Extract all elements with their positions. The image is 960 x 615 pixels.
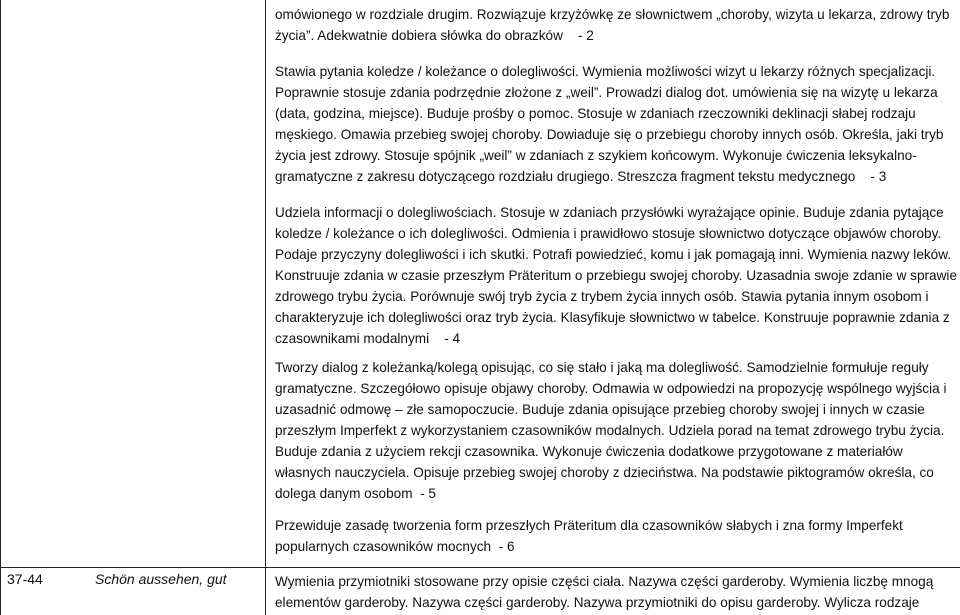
table-cell-block-2 xyxy=(275,61,960,187)
table-cell-block-3 xyxy=(275,202,960,349)
requirement-paragraph xyxy=(275,357,960,504)
requirement-text: Udziela informacji o dolegliwościach. Stosuje w zdaniach przysłówki wyrażające opinie. Buduje zdania pytające koledze / koleżance o ich dolegliwości. Odmienia i prawidłowo stosuje słownictwo dotyczące objawów choroby. Podaje przyczyny dolegliwości i ich skutki. Potrafi powiedzieć, komu i jak pomagają inni. Wymienia nazwy leków. Konstruuje zdania w czasie przeszłym Präteritum o przebiegu swojej choroby. Uzasadnia swoje zdanie w sprawie zdrowego trybu życia. Porównuje swój tryb życia z trybem życia innych osób. Stawia pytania innym osobom i charakteryzuje ich dolegliwości oraz tryb życia. Klasyfikuje słownictwo w tabelce. Konstruuje poprawnie zdania z czasownikami modalnymi xyxy=(275,205,958,346)
table-border-left xyxy=(0,0,1,615)
grade-label: - 5 xyxy=(420,486,436,501)
table-row-divider xyxy=(0,567,960,568)
grade-label: - 2 xyxy=(578,28,594,43)
requirement-paragraph: Wymienia przymiotniki stosowane przy opisie części ciała. Nazywa części garderoby. Wymienia liczbę mnogą elementów garderoby. Nazywa części garderoby. Nazywa przymiotniki do opisu garderoby. Wylicza rodzaje xyxy=(275,574,934,610)
grade-label: - 4 xyxy=(444,331,461,346)
requirement-paragraph xyxy=(275,515,960,557)
requirement-paragraph xyxy=(275,202,960,349)
table-column-divider xyxy=(265,0,266,615)
requirement-text: Stawia pytania koledze / koleżance o dolegliwości. Wymienia możliwości wizyt u lekarzy różnych specjalizacji. Poprawnie stosuje zdania podrzędnie złożone z „weil”. Prowadzi dialog dot. umówienia się na wizytę u lekarza (data, godzina, miejsce). Buduje prośby o pomoc. Stosuje w zdaniach rzeczowniki deklinacji słabej rodzaju męskiego. Omawia przebieg swojej choroby. Dowiaduje się o przebiegu choroby innych osób. Określa, jaki tryb życia jest zdrowy. Stosuje spójnik „weil” w zdaniach z szykiem końcowym. Wykonuje ćwiczenia leksykalno-gramatyczne z zakresu dotyczącego rozdziału drugiego. Streszcza fragment tekstu medycznego xyxy=(275,64,944,184)
table-cell-block-1 xyxy=(275,4,960,46)
requirement-paragraph xyxy=(275,61,960,187)
lesson-number: 37-44 xyxy=(7,571,43,587)
table-cell-next-row xyxy=(275,571,960,613)
requirement-text: omówionego w rozdziale drugim. Rozwiązuje krzyżówkę ze słownictwem „choroby, wizyta u lekarza, zdrowy tryb życia”. Adekwatnie dobiera słówka do obrazków xyxy=(275,7,950,43)
table-cell-block-4 xyxy=(275,357,960,504)
lesson-title: Schön aussehen, gut xyxy=(95,571,227,587)
grade-label: - 3 xyxy=(870,169,887,184)
requirement-paragraph xyxy=(275,4,960,46)
requirement-text: Tworzy dialog z koleżanką/kolegą opisując, co się stało i jaką ma dolegliwość. Samodzielnie formułuje reguły gramatyczne. Szczegółowo opisuje objawy choroby. Odmawia w odpowiedzi na propozycję wspólnego wyjścia i uzasadnić odmowę – złe samopoczucie. Buduje zdania opisujące przebieg choroby swojej i innych w czasie przeszłym Imperfekt z wykorzystaniem czasowników modalnych. Udziela porad na temat zdrowego trybu życia. Buduje zdania z użyciem rekcji czasownika. Wykonuje ćwiczenia dodatkowe przygotowane z materiałów własnych nauczyciela. Opisuje przebieg swojej choroby z dzieciństwa. Na podstawie piktogramów określa, co dolega danym osobom xyxy=(275,360,947,501)
requirement-text: Przewiduje zasadę tworzenia form przeszłych Präteritum dla czasowników słabych i zna formy Imperfekt popularnych czasowników mocnych xyxy=(275,518,903,554)
table-cell-block-5 xyxy=(275,515,960,557)
grade-label: - 6 xyxy=(498,539,515,554)
